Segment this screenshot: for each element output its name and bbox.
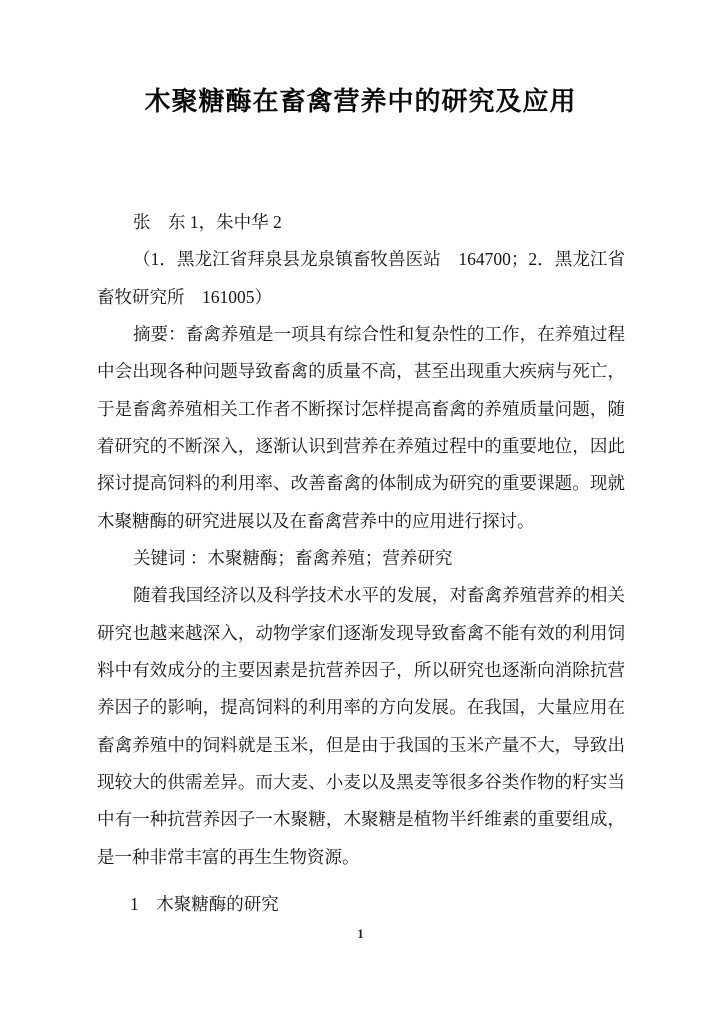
document-title: 木聚糖酶在畜禽营养中的研究及应用 — [144, 87, 577, 116]
affiliation-line-2: 畜牧研究所 161005） — [97, 286, 272, 307]
abstract-line: 着研究的不断深入，逐渐认识到营养在养殖过程中的重要地位，因此 — [97, 435, 625, 456]
affiliation-line-1: （1．黑龙江省拜泉县龙泉镇畜牧兽医站 164700；2．黑龙江省 — [133, 249, 625, 270]
body-line: 随着我国经济以及科学技术水平的发展，对畜禽养殖营养的相关 — [133, 585, 625, 606]
keywords-line: 关键词 ：木聚糖酶；畜禽养殖；营养研究 — [133, 547, 453, 568]
abstract-line: 摘要：畜禽养殖是一项具有综合性和复杂性的工作，在养殖过程 — [133, 323, 625, 344]
abstract-line: 中会出现各种问题导致畜禽的质量不高，甚至出现重大疾病与死亡， — [97, 361, 625, 382]
body-line: 畜禽养殖中的饲料就是玉米，但是由于我国的玉米产量不大，导致出 — [97, 734, 625, 755]
body-line: 中有一种抗营养因子一木聚糖，木聚糖是植物半纤维素的重要组成， — [97, 809, 625, 830]
body-line: 料中有效成分的主要因素是抗营养因子，所以研究也逐渐向消除抗营 — [97, 659, 625, 680]
body-line: 是一种非常丰富的再生生物资源。 — [97, 846, 360, 867]
body-line: 养因子的影响，提高饲料的利用率的方向发展。在我国，大量应用在 — [97, 697, 625, 718]
body-line: 研究也越来越深入，动物学家们逐渐发现导致畜禽不能有效的利用饲 — [97, 622, 625, 643]
section-heading: 1 木聚糖酶的研究 — [130, 893, 279, 914]
abstract-line: 探讨提高饲料的利用率、改善畜禽的体制成为研究的重要课题。现就 — [97, 473, 625, 494]
page-number: 1 — [357, 927, 364, 941]
document-body — [97, 204, 625, 923]
body-line: 现较大的供需差异。而大麦、小麦以及黑麦等很多谷类作物的籽实当 — [97, 771, 625, 792]
abstract-line: 于是畜禽养殖相关工作者不断探讨怎样提高畜禽的养殖质量问题，随 — [97, 398, 625, 419]
author-line: 张 东 1，朱中华 2 — [133, 212, 282, 232]
abstract-line: 木聚糖酶的研究进展以及在畜禽营养中的应用进行探讨。 — [97, 510, 535, 531]
